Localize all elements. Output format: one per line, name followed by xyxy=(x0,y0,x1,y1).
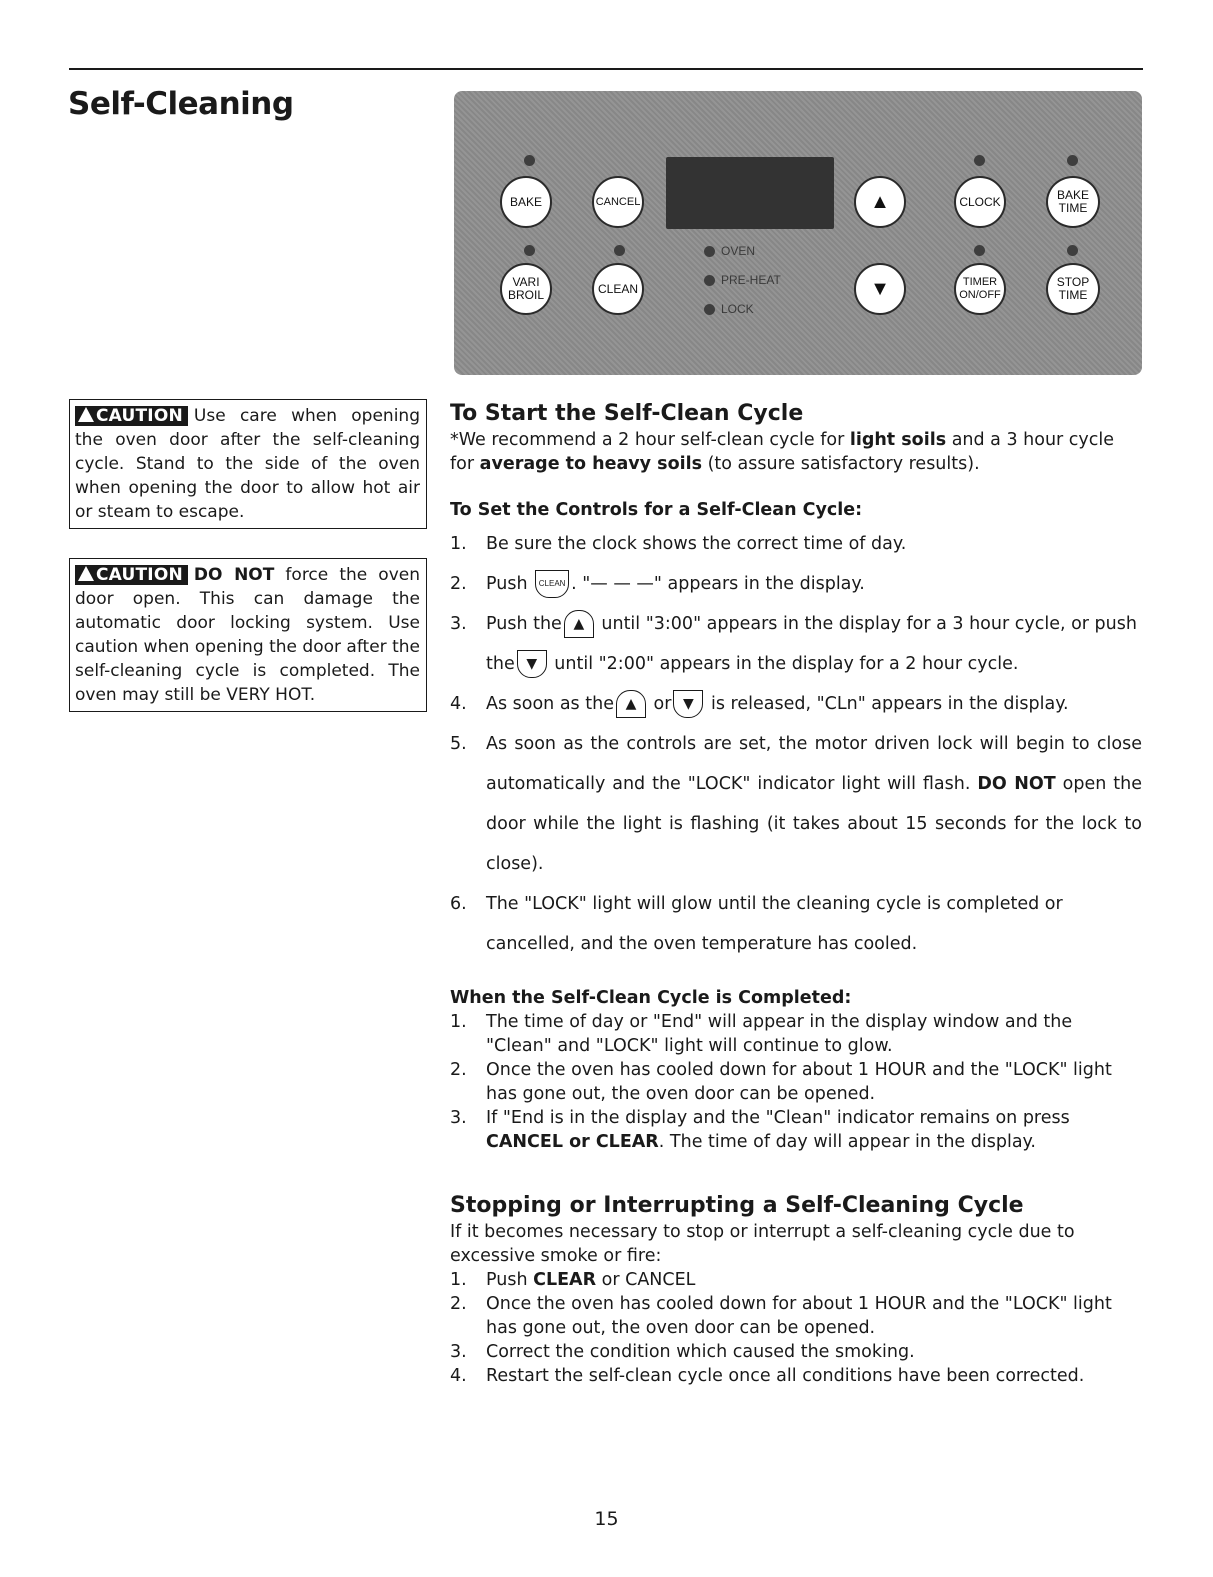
section-heading: To Start the Self-Clean Cycle xyxy=(450,401,804,426)
down-arrow-icon: ▼ xyxy=(673,690,703,718)
page-number: 15 xyxy=(594,1508,619,1530)
timer-key: TIMER ON/OFF xyxy=(954,263,1006,315)
clock-key: CLOCK xyxy=(954,176,1006,228)
list-item: 6. The "LOCK" light will glow until the cleaning cycle is completed or cancelled, and the oven temperature has cooled. xyxy=(450,894,1063,954)
up-arrow-icon: ▲ xyxy=(564,610,594,638)
stopping-section xyxy=(450,1192,1142,1388)
caution-text: force the oven door open. This can damage the automatic door locking system. Use caution when opening the door after the self-cleaning cycle is completed. The oven may still be VERY HOT. xyxy=(75,565,420,705)
display-window xyxy=(666,157,834,229)
caution-text: Use care when opening the oven door after the self-cleaning cycle. Stand to the side of the oven when opening the door to allow hot air or steam to escape. xyxy=(75,406,420,522)
caution-box-2 xyxy=(69,558,427,712)
list-item: 2. Once the oven has cooled down for about 1 HOUR and the "LOCK" light has gone out, the oven door can be opened. xyxy=(450,1060,1112,1104)
header-rule xyxy=(69,68,1143,70)
list-item: 3. If "End is in the display and the "Clean" indicator remains on press CANCEL or CLEAR. The time of day will appear in the display. xyxy=(450,1108,1070,1152)
steps-list xyxy=(450,524,1142,964)
indicator-led xyxy=(524,245,535,256)
list-item: 2. Once the oven has cooled down for about 1 HOUR and the "LOCK" light has gone out, the oven door can be opened. xyxy=(450,1294,1112,1338)
lock-indicator: LOCK xyxy=(704,302,754,316)
control-panel-illustration xyxy=(454,91,1142,375)
list-item: 1. The time of day or "End" will appear in the display window and the "Clean" and "LOCK" light will continue to glow. xyxy=(450,1012,1073,1056)
list-item: 4. As soon as the ▲ or ▼ is released, "CLn" appears in the display. xyxy=(450,684,1142,724)
intro-paragraph: *We recommend a 2 hour self-clean cycle for light soils and a 3 hour cycle for average to heavy soils (to assure satisfactory results). xyxy=(450,430,1115,474)
section-heading: Stopping or Interrupting a Self-Cleaning Cycle xyxy=(450,1193,1024,1218)
clean-key-icon: CLEAN xyxy=(535,570,569,598)
list-item: 3. Push the ▲ until "3:00" appears in the display for a 3 hour cycle, or push the ▼ until "2:00" appears in the display for a 2 hour cycle. xyxy=(450,604,1142,684)
indicator-led xyxy=(974,245,985,256)
page-title: Self-Cleaning xyxy=(68,86,294,122)
down-arrow-icon: ▼ xyxy=(517,650,547,678)
up-arrow-key: ▲ xyxy=(854,176,906,228)
start-section xyxy=(450,400,1142,964)
list-item: 3. Correct the condition which caused the smoking. xyxy=(450,1342,915,1362)
caution-emphasis: DO NOT xyxy=(193,565,275,585)
subheading: When the Self-Clean Cycle is Completed: xyxy=(450,988,852,1008)
indicator-led xyxy=(974,155,985,166)
caution-badge: CAUTION xyxy=(75,406,188,426)
list-item: 4. Restart the self-clean cycle once all conditions have been corrected. xyxy=(450,1366,1085,1386)
vari-broil-key: VARI BROIL xyxy=(500,263,552,315)
up-arrow-icon: ▲ xyxy=(616,690,646,718)
cancel-key: CANCEL xyxy=(592,176,644,228)
bake-time-key: BAKE TIME xyxy=(1046,176,1100,228)
list-item: 2. Push CLEAN . "— — —" appears in the display. xyxy=(450,564,1142,604)
bake-key: BAKE xyxy=(500,176,552,228)
stop-time-key: STOP TIME xyxy=(1046,263,1100,315)
preheat-indicator: PRE-HEAT xyxy=(704,273,781,287)
caution-box-1 xyxy=(69,399,427,529)
warning-triangle-icon xyxy=(78,407,94,422)
indicator-led xyxy=(614,245,625,256)
indicator-led xyxy=(1067,155,1078,166)
completed-section xyxy=(450,986,1142,1154)
caution-badge: CAUTION xyxy=(75,565,188,585)
list-item: 1. Push CLEAR or CANCEL xyxy=(450,1270,696,1290)
clean-key: CLEAN xyxy=(592,263,644,315)
list-item: 1. Be sure the clock shows the correct time of day. xyxy=(450,534,907,554)
list-item: 5. As soon as the controls are set, the motor driven lock will begin to close automatically and the "LOCK" indicator light will flash. DO NOT open the door while the light is flashing (it takes about 15 seconds for the lock to close). xyxy=(450,734,1142,874)
indicator-led xyxy=(524,155,535,166)
oven-indicator: OVEN xyxy=(704,244,755,258)
indicator-led xyxy=(1067,245,1078,256)
down-arrow-key: ▼ xyxy=(854,263,906,315)
subheading: To Set the Controls for a Self-Clean Cycle: xyxy=(450,500,863,520)
warning-triangle-icon xyxy=(78,566,94,581)
intro-paragraph: If it becomes necessary to stop or interrupt a self-cleaning cycle due to excessive smoke or fire: xyxy=(450,1222,1075,1266)
